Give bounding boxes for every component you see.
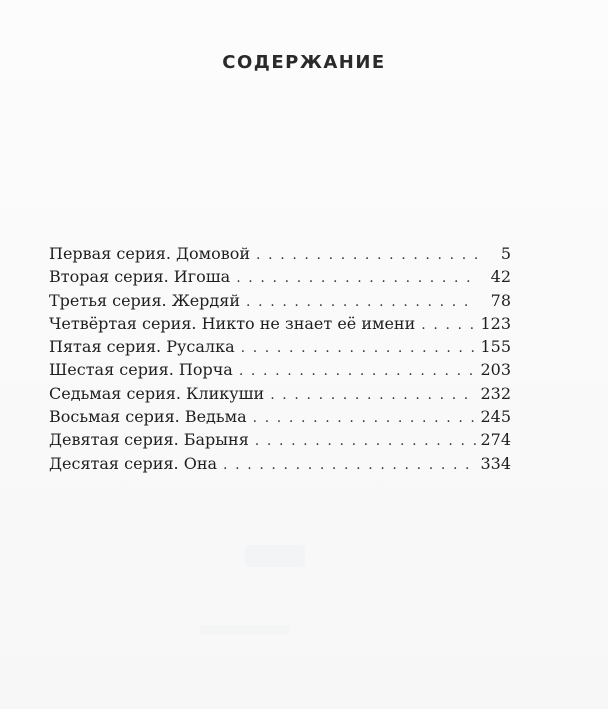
toc-leader-dots (270, 384, 477, 407)
table-of-contents (49, 242, 511, 475)
toc-entry-title: Первая серия. Домовой (49, 244, 251, 263)
toc-entry-title: Девятая серия. Барыня (49, 430, 249, 450)
toc-leader-dots (256, 244, 477, 267)
toc-leader-dots (246, 291, 477, 314)
toc-entry-page: 5 (500, 244, 511, 263)
toc-leader-dots (239, 360, 477, 383)
toc-entry-title: Четвёртая серия. Никто не знает её имени (49, 313, 416, 333)
toc-leader-dots (236, 267, 477, 290)
toc-entry-page: 123 (480, 313, 511, 333)
toc-entry-title: Десятая серия. Она (49, 453, 218, 473)
toc-entry[interactable] (49, 428, 511, 451)
page-title: СОДЕРЖАНИЕ (222, 52, 386, 73)
toc-entry[interactable] (49, 242, 511, 265)
toc-leader-dots (253, 407, 477, 430)
toc-entry-page: 42 (490, 267, 511, 287)
show-through-mark (200, 625, 290, 635)
toc-entry-title: Восьмая серия. Ведьма (49, 407, 247, 427)
toc-entry-page: 245 (480, 407, 511, 427)
toc-entry-title: Вторая серия. Игоша (49, 267, 231, 287)
toc-entry-page: 203 (480, 360, 511, 380)
toc-entry[interactable] (49, 452, 511, 475)
toc-entry[interactable] (49, 335, 511, 358)
toc-entry[interactable] (49, 358, 511, 381)
toc-entry[interactable] (49, 265, 511, 288)
toc-leader-dots (421, 314, 477, 337)
toc-entry-title: Шестая серия. Порча (49, 360, 233, 380)
toc-entry[interactable] (49, 289, 511, 312)
toc-entry-page: 155 (480, 337, 511, 357)
toc-entry-page: 274 (480, 430, 511, 450)
toc-entry-page: 78 (490, 290, 511, 310)
toc-entry-title: Пятая серия. Русалка (49, 337, 235, 357)
toc-entry-title: Седьмая серия. Кликуши (49, 383, 265, 403)
toc-leader-dots (255, 430, 477, 453)
toc-entry-title: Третья серия. Жердяй (49, 290, 241, 310)
toc-entry[interactable] (49, 312, 511, 335)
toc-leader-dots (223, 454, 477, 477)
toc-entry-page: 334 (480, 453, 511, 473)
toc-entry[interactable] (49, 405, 511, 428)
toc-leader-dots (241, 337, 477, 360)
show-through-mark (245, 545, 305, 567)
toc-entry-page: 232 (480, 383, 511, 403)
toc-entry[interactable] (49, 382, 511, 405)
